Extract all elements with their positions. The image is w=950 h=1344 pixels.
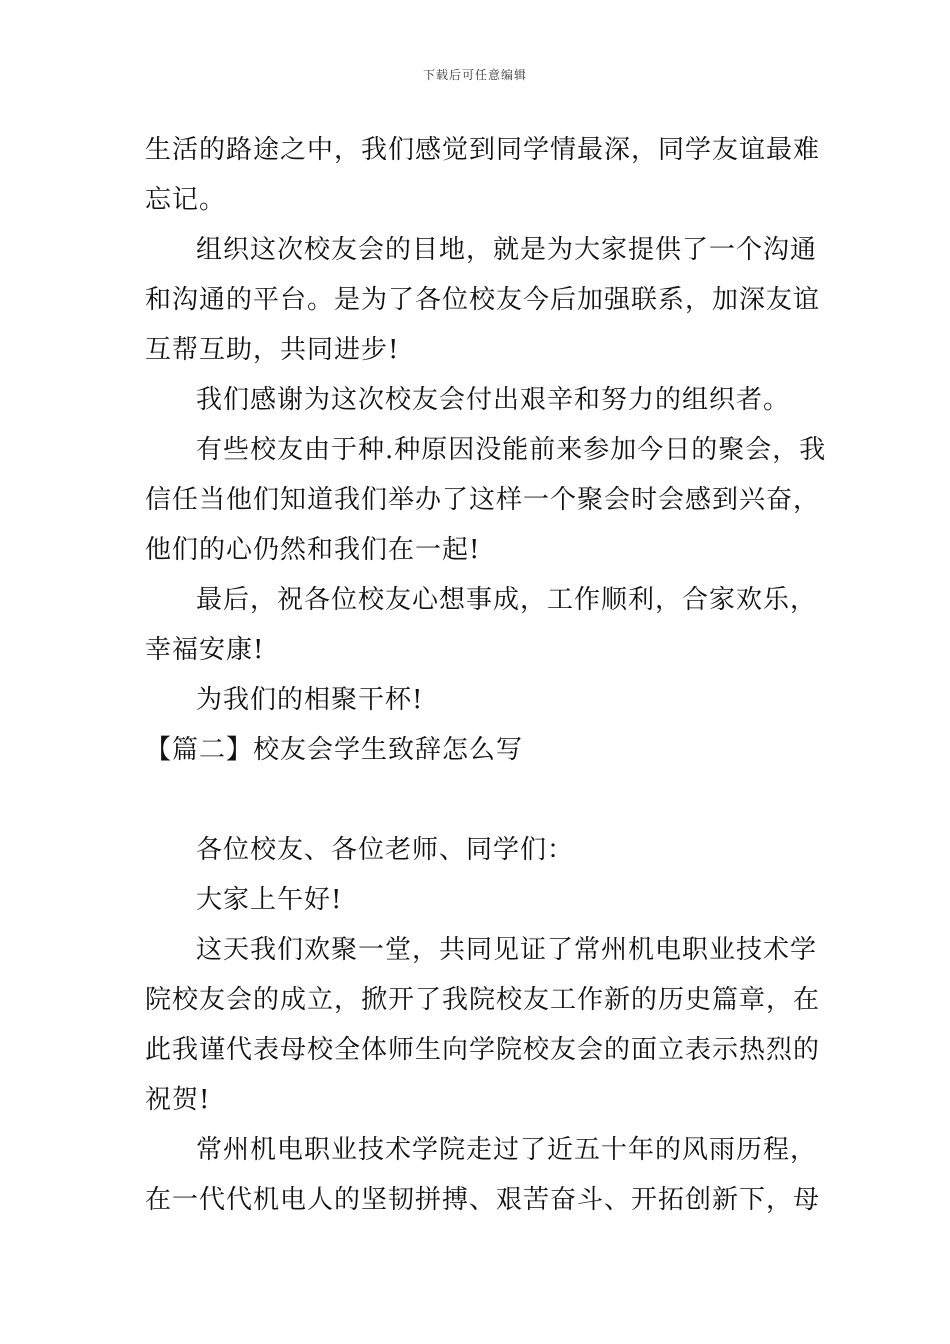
paragraph-line: 生活的路途之中，我们感觉到同学情最深，同学友谊最难: [145, 135, 821, 165]
page-header: 下载后可任意编辑: [422, 68, 527, 82]
paragraph-line: 最后，祝各位校友心想事成，工作顺利，合家欢乐，: [196, 585, 818, 615]
paragraph-line: 他们的心仍然和我们在一起!: [145, 535, 481, 565]
paragraph-line: 这天我们欢聚一堂，共同见证了常州机电职业技术学: [196, 935, 818, 965]
section-heading: 【篇二】校友会学生致辞怎么写: [145, 735, 524, 765]
paragraph-line: 常州机电职业技术学院走过了近五十年的风雨历程，: [196, 1135, 818, 1165]
paragraph-line: 为我们的相聚干杯!: [196, 685, 424, 715]
paragraph-line: 幸福安康!: [145, 635, 265, 665]
paragraph-line: 忘记。: [145, 185, 227, 215]
paragraph-line: 组织这次校友会的目地，就是为大家提供了一个沟通: [196, 235, 818, 265]
paragraph-line: 在一代代机电人的坚韧拼搏、艰苦奋斗、开拓创新下，母: [145, 1185, 821, 1215]
paragraph-line: 我们感谢为这次校友会付出艰辛和努力的组织者。: [196, 385, 791, 415]
greeting-line: 大家上午好!: [196, 885, 343, 915]
paragraph-line: 祝贺!: [145, 1085, 211, 1115]
paragraph-line: 互帮互助，共同进步!: [145, 335, 400, 365]
paragraph-line: 此我谨代表母校全体师生向学院校友会的面立表示热烈的: [145, 1035, 821, 1065]
paragraph-line: 和沟通的平台。是为了各位校友今后加强联系，加深友谊: [145, 285, 821, 315]
paragraph-line: 有些校友由于种.种原因没能前来参加今日的聚会，我: [196, 435, 827, 465]
salutation-line: 各位校友、各位老师、同学们：: [196, 835, 575, 865]
paragraph-line: 信任当他们知道我们举办了这样一个聚会时会感到兴奋，: [145, 485, 821, 515]
paragraph-line: 院校友会的成立，掀开了我院校友工作新的历史篇章，在: [145, 985, 821, 1015]
